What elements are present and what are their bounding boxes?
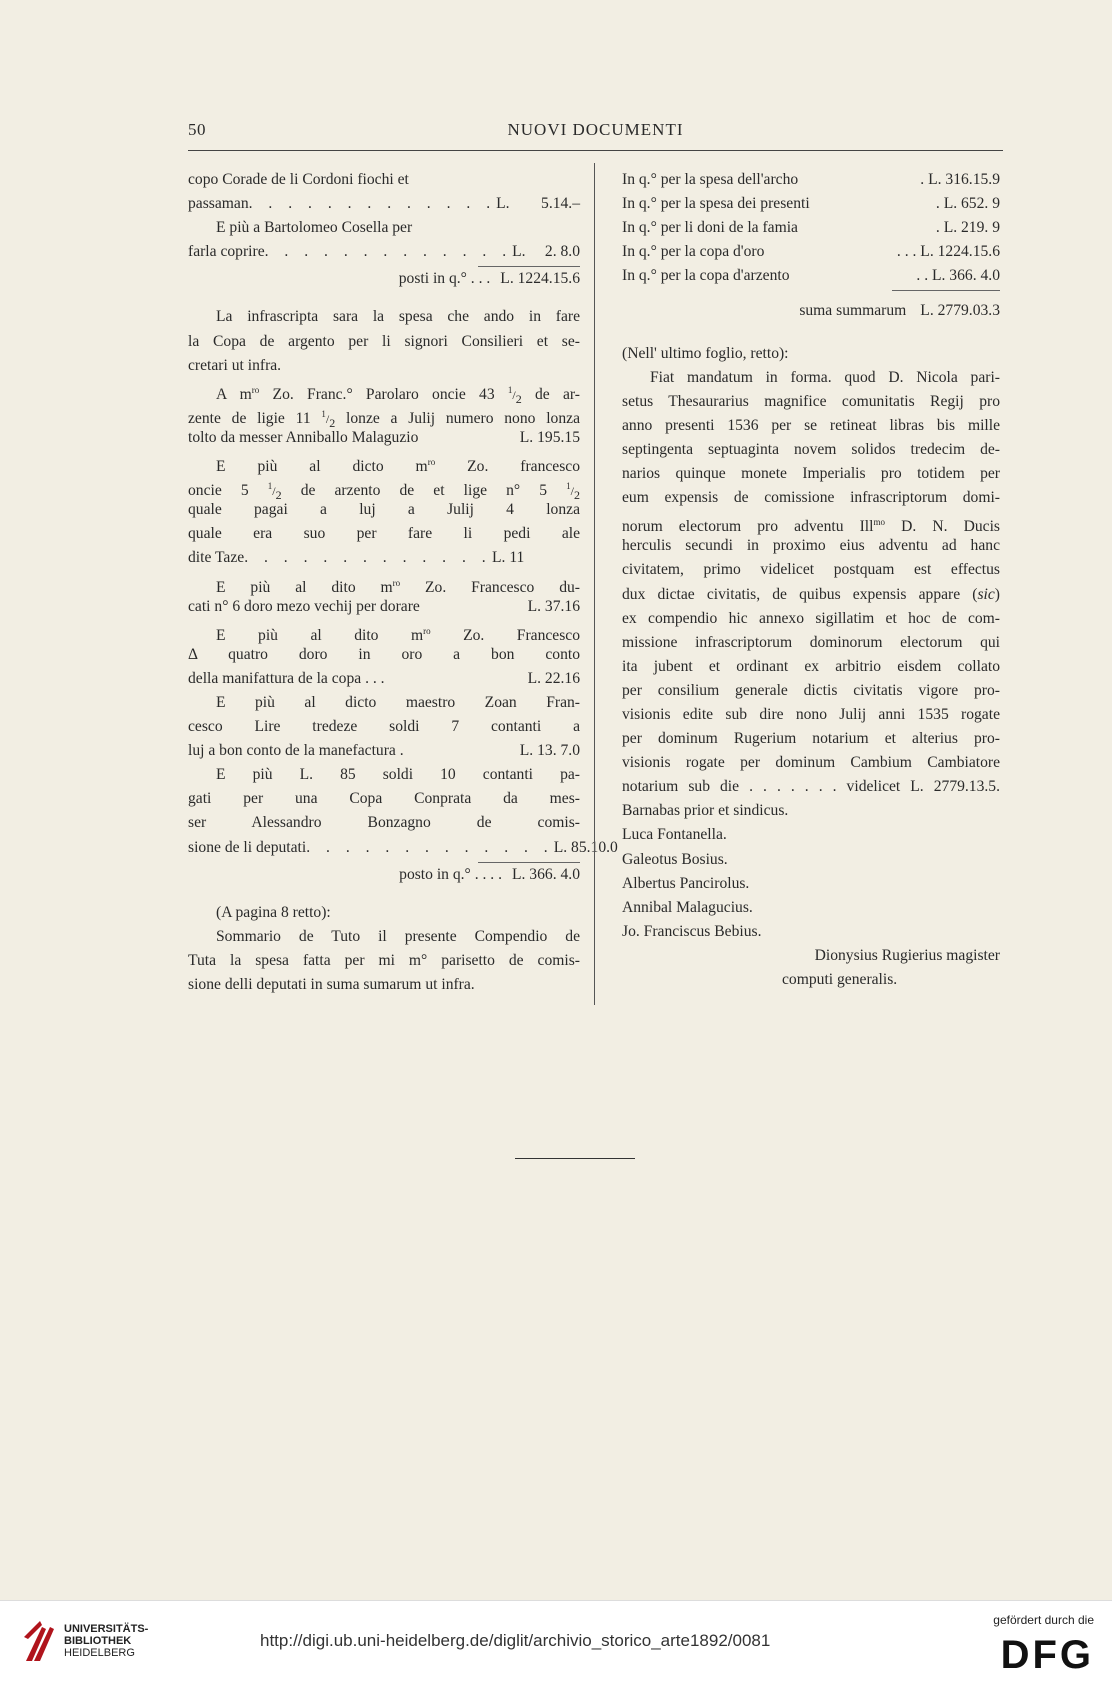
text-line: per dominum Rugerium notarium et alterius pro- (622, 730, 1000, 748)
funding-note: gefördert durch die (993, 1613, 1094, 1627)
text-line: A $m^{ro}$ Zo. Franc.° Parolaro oncie 43 $^1/_2$ de ar- (216, 384, 580, 406)
signatory: Galeotus Bosius. (622, 850, 728, 868)
ledger-line: In q.° per la spesa dei presenti . L. 652. 9 (622, 195, 1000, 213)
ledger-line: della manifattura de la copa . . . L. 22.16 (188, 669, 580, 687)
text-line: anno presenti 1536 per se retineat libras bis mille (622, 416, 1000, 434)
text-line: Δ quatro doro in oro a bon conto (188, 645, 580, 663)
ledger-line: farla coprire . . . . . . . . . . . . . L. 2. 8.0 (188, 243, 580, 261)
text-line: La infrascripta sara la spesa che ando in fare (216, 308, 580, 326)
text-line: narios quinque monete Imperialis pro totidem per (622, 465, 1000, 483)
ledger-line: In q.° per la copa d'arzento . . L. 366. 4.0 (622, 267, 1000, 285)
text-line: E più al dicto maestro Zoan Fran- (216, 693, 580, 711)
text-line: visionis edite sub dire nono Julij anni 1535 rogate (622, 705, 1000, 723)
subtotal-line: posti in q.° . . . L. 1224.15.6 (398, 270, 580, 288)
signatory: Jo. Franciscus Bebius. (622, 922, 762, 940)
text-line: zente de ligie 11 $^1/_2$ lonze a Julij numero nono lonza (188, 408, 580, 430)
digitization-footer (0, 1600, 1112, 1684)
text-line: (A pagina 8 retto): (216, 903, 331, 921)
text-line: Tuta la spesa fatta per mi m° parisetto de comis- (188, 951, 580, 969)
signatory: Barnabas prior et sindicus. (622, 802, 789, 820)
text-line: norum electorum pro adventu Ill$^{mo}$ D. N. Ducis (622, 517, 1000, 536)
header-rule (188, 150, 1003, 151)
page-title: NUOVI DOCUMENTI (507, 120, 684, 139)
text-line: quale pagai a luj a Julij 4 lonza (188, 501, 580, 519)
text-line: septingenta septuaginta novem solidos tredecim de- (622, 440, 1000, 458)
text-line: per consilium generale dictis civitatis vigore pro- (622, 681, 1000, 699)
signatory: Dionysius Rugierius magister (814, 946, 1000, 964)
text-line: E più L. 85 soldi 10 contanti pa- (216, 766, 580, 784)
text-line: la Copa de argento per li signori Consilieri et se- (188, 332, 580, 350)
text-line: notarium sub die . . . . . . . videlicet L. 2779.13.5. (622, 778, 1000, 796)
text-line: E più a Bartolomeo Cosella per (216, 219, 413, 237)
text-line: missione infrascriptorum dominorum electorum qui (622, 633, 1000, 651)
text-line: Fiat mandatum in forma. quod D. Nicola pari- (650, 368, 1000, 386)
library-logo-icon (20, 1617, 60, 1667)
text-line: setus Thesaurarius magnifice comunitatis Regij pro (622, 392, 1000, 410)
text-line: (Nell' ultimo foglio, retto): (622, 344, 789, 362)
text-line: sione delli deputati in suma sumarum ut infra. (188, 976, 475, 993)
signatory: Luca Fontanella. (622, 826, 727, 844)
text-line: eum expensis de comissione infrascriptorum domi- (622, 489, 1000, 507)
right-column (622, 168, 1000, 992)
text-line: ex compendio hic annexo sigillatim et hoc de com- (622, 609, 1000, 627)
ledger-line: passaman . . . . . . . . . . . . . L. 5.14.– (188, 195, 580, 213)
subtotal-line: posto in q.° . . . . L. 366. 4.0 (399, 865, 580, 883)
page-header (188, 120, 1003, 146)
signatory: computi generalis. (782, 971, 898, 988)
text-line: E più al dicto $m^{ro}$ Zo. francesco (216, 457, 580, 476)
ledger-line: sione de li deputati . . . . . . . . . . . . . L. 85.10.0 (188, 838, 618, 856)
left-column (188, 168, 618, 997)
text-line: E più al dito $m^{ro}$ Zo. Francesco du- (216, 577, 580, 596)
text-line: dux dictae civitatis, de quibus expensis appare (sic) (622, 585, 1000, 603)
text-line: copo Corade de li Cordoni fiochi et (188, 171, 409, 188)
library-name: UNIVERSITÄTS- BIBLIOTHEK HEIDELBERG (64, 1623, 149, 1659)
text-line: civitatem, primo videlicet postquam est effectus (622, 561, 1000, 579)
signatory: Albertus Pancirolus. (622, 874, 750, 892)
end-rule (515, 1158, 635, 1159)
text-line: quale era suo per fare li pedi ale (188, 525, 580, 543)
ledger-line: tolto da messer Anniballo Malaguzio L. 195.15 (188, 428, 580, 446)
text-line: cretari ut infra. (188, 356, 282, 374)
ledger-line: cati n° 6 doro mezo vechij per dorare L. 37.16 (188, 597, 580, 615)
text-line: cesco Lire tredeze soldi 7 contanti a (188, 718, 580, 736)
text-line: gati per una Copa Conprata da mes- (188, 790, 580, 808)
ledger-line: dite Taze . . . . . . . . . . . . . L. 11 (188, 549, 525, 567)
column-divider (594, 163, 595, 1005)
signatory: Annibal Malagucius. (622, 898, 753, 916)
permalink[interactable]: http://digi.ub.uni-heidelberg.de/diglit/archivio_storico_arte1892/0081 (260, 1631, 771, 1650)
text-line: Sommario de Tuto il presente Compendio de (216, 927, 580, 945)
page-number: 50 (188, 120, 206, 139)
ledger-line: In q.° per la copa d'oro . . . L. 1224.15.6 (622, 243, 1000, 261)
text-line: ser Alessandro Bonzagno de comis- (188, 814, 580, 832)
text-line: visionis rogate per dominum Cambium Cambiatore (622, 754, 1000, 772)
ledger-line: In q.° per li doni de la famia . L. 219. 9 (622, 219, 1000, 237)
text-line: herculis secundi in proximo eius adventu ad hanc (622, 537, 1000, 555)
text-line: ita jubent et ordinant ex arbitrio eisdem collato (622, 657, 1000, 675)
dfg-logo: DFG (1000, 1633, 1094, 1677)
ledger-line: In q.° per la spesa dell'archo . L. 316.15.9 (622, 171, 1000, 188)
grand-total-line: suma summarum L. 2779.03.3 (799, 302, 1000, 320)
text-line: E più al dito $m^{ro}$ Zo. Francesco (216, 625, 581, 644)
text-line: oncie 5 $^1/_2$ de arzento de et lige n° 5 $^1/_2$ (188, 481, 580, 503)
ledger-line: luj a bon conto de la manefactura . L. 13. 7.0 (188, 742, 580, 760)
